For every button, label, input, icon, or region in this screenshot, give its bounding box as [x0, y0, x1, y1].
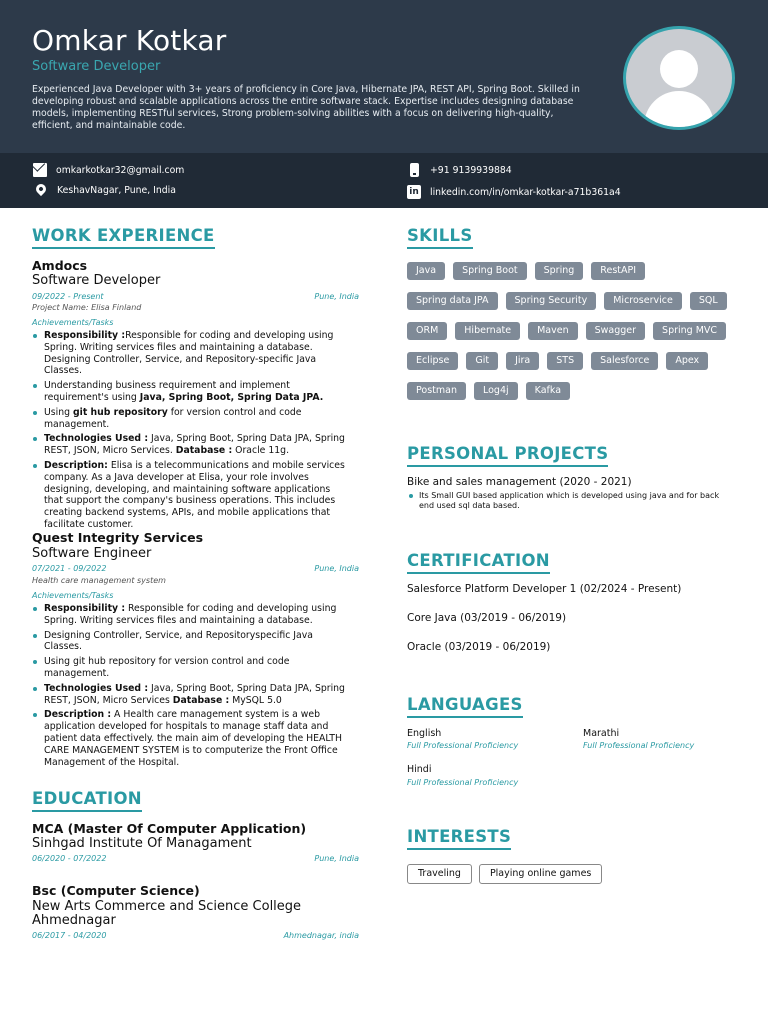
project-name: Project Name: Elisa Finland	[32, 303, 142, 312]
achievements-label: Achievements/Tasks	[32, 318, 114, 327]
skill-tag: Spring Security	[506, 292, 597, 310]
email-item[interactable]	[33, 163, 184, 177]
list-item: Using git hub repository for version control and code management.	[32, 656, 352, 680]
project-description: Its Small GUI based application which is developed using java and for back end used sql data based.	[407, 491, 727, 511]
company-name: Amdocs	[32, 258, 88, 273]
list-item: Technologies Used : Java, Spring Boot, Spring Data JPA, Spring REST, JSON, Micro Services. Database : Oracle 11g.	[32, 433, 352, 457]
skill-tag: Maven	[528, 322, 578, 340]
avatar	[623, 26, 735, 130]
institute: Sinhgad Institute Of Managament	[32, 836, 252, 851]
interests-list	[407, 864, 609, 884]
skill-tag: Spring Boot	[453, 262, 527, 280]
skill-tag: Microservice	[604, 292, 682, 310]
edu-location: Ahmednagar, india	[283, 931, 359, 940]
address-item	[36, 185, 176, 196]
section-title-projects: PERSONAL PROJECTS	[407, 444, 608, 467]
skill-tag: Jira	[506, 352, 539, 370]
edu-dates: 06/2020 - 07/2022	[32, 854, 107, 863]
phone-item[interactable]	[410, 163, 512, 177]
job-dates: 09/2022 - Present	[32, 292, 104, 301]
mail-icon	[33, 163, 47, 177]
language-level: Full Professional Proficiency	[407, 741, 519, 750]
linkedin-icon: in	[407, 185, 421, 199]
skill-tag: Hibernate	[455, 322, 520, 340]
address-text: KeshavNagar, Pune, India	[57, 185, 176, 196]
skill-tag: Postman	[407, 382, 466, 400]
language-name: Hindi	[407, 764, 432, 775]
list-item: Designing Controller, Service, and Repositoryspecific Java Classes.	[32, 630, 352, 654]
skill-tag: Eclipse	[407, 352, 458, 370]
full-name: Omkar Kotkar	[32, 24, 227, 57]
section-title-education: EDUCATION	[32, 789, 142, 812]
linkedin-text[interactable]: linkedin.com/in/omkar-kotkar-a71b361a4	[430, 186, 621, 198]
skill-tag: Java	[407, 262, 445, 280]
list-item: Understanding business requirement and implement requirement's using Java, Spring Boot, Spring Data JPA.	[32, 380, 352, 404]
skill-tag: Spring data JPA	[407, 292, 498, 310]
contact-bar	[0, 153, 768, 208]
job-location: Pune, India	[314, 564, 359, 573]
skill-tag: Swagger	[586, 322, 645, 340]
skill-tag: Git	[466, 352, 498, 370]
job-role: Software Developer	[32, 59, 161, 74]
section-title-work: WORK EXPERIENCE	[32, 226, 215, 249]
job-position: Software Engineer	[32, 546, 152, 561]
job-position: Software Developer	[32, 273, 161, 288]
list-item: Description : A Health care management system is a web application developed for hospitals to manage staff data and patient data effectively. the main aim of developing the HEALTH CARE MANAGEMENT SYSTEM is to computerize the Front Office Management of the Hospital.	[32, 709, 352, 768]
skill-tag: ORM	[407, 322, 447, 340]
certification-item: Core Java (03/2019 - 06/2019)	[407, 612, 567, 624]
language-name: English	[407, 728, 442, 739]
project-name: Health care management system	[32, 576, 166, 585]
section-title-certification: CERTIFICATION	[407, 551, 550, 574]
profile-summary: Experienced Java Developer with 3+ years of proficiency in Core Java, Hibernate JPA, REST API, Spring Boot. Skilled in developing robust and scalable applications across the entire software stack. Expertise includes designing database models, implementing RESTful services, Strong problem-solving abilities with a focus on delivering high-quality, efficient, and maintainable code.	[32, 84, 580, 131]
edu-dates: 06/2017 - 04/2020	[32, 931, 107, 940]
degree: Bsc (Computer Science)	[32, 883, 200, 898]
skill-tag: Apex	[666, 352, 708, 370]
skill-tag: SQL	[690, 292, 727, 310]
section-title-languages: LANGUAGES	[407, 695, 523, 718]
project-title: Bike and sales management (2020 - 2021)	[407, 476, 632, 488]
section-title-skills: SKILLS	[407, 226, 473, 249]
resume-header	[0, 0, 768, 153]
task-list	[32, 330, 352, 534]
location-pin-icon	[34, 182, 48, 196]
list-item: Using git hub repository for version control and code management.	[32, 407, 352, 431]
skill-tag: Spring MVC	[653, 322, 726, 340]
certification-item: Salesforce Platform Developer 1 (02/2024 - Present)	[407, 583, 682, 595]
job-dates: 07/2021 - 09/2022	[32, 564, 107, 573]
section-title-interests: INTERESTS	[407, 827, 511, 850]
linkedin-item[interactable]	[407, 185, 621, 199]
avatar-placeholder-icon	[660, 50, 698, 88]
degree: MCA (Master Of Computer Application)	[32, 821, 307, 836]
list-item: Responsibility : Responsible for coding and developing using Spring. Writing services files and maintaining a database.	[32, 603, 352, 627]
task-list	[32, 603, 352, 771]
skill-tag: RestAPI	[591, 262, 645, 280]
list-item: Technologies Used : Java, Spring Boot, Spring Data JPA, Spring REST, JSON, Micro Services Database : MySQL 5.0	[32, 683, 352, 707]
language-level: Full Professional Proficiency	[583, 741, 695, 750]
institute: New Arts Commerce and Science College Ahmednagar	[32, 899, 302, 928]
skill-tag: Log4j	[474, 382, 518, 400]
interest-tag: Traveling	[407, 864, 472, 884]
achievements-label: Achievements/Tasks	[32, 591, 114, 600]
language-name: Marathi	[583, 728, 620, 739]
interest-tag: Playing online games	[479, 864, 602, 884]
list-item: Description: Elisa is a telecommunications and mobile services company. As a Java developer at Elisa, your role involves designing, developing, and maintaining software applications that support the company's business operations. This includes creating backend systems, APIs, and mobile applications that facilitate customer.	[32, 460, 352, 531]
skill-tag: Spring	[535, 262, 584, 280]
email-text[interactable]: omkarkotkar32@gmail.com	[56, 164, 185, 176]
skill-tag: STS	[547, 352, 583, 370]
list-item: Responsibility :Responsible for coding and developing using Spring. Writing services files and maintaining a database. Designing Controller, Service, and Repository-specific Java Classes.	[32, 330, 352, 377]
skill-tag: Salesforce	[591, 352, 658, 370]
phone-text[interactable]: +91 9139939884	[430, 164, 512, 176]
company-name: Quest Integrity Services	[32, 530, 204, 545]
job-location: Pune, India	[314, 292, 359, 301]
language-level: Full Professional Proficiency	[407, 778, 519, 787]
phone-icon	[410, 163, 419, 177]
certification-item: Oracle (03/2019 - 06/2019)	[407, 641, 551, 653]
skill-tag: Kafka	[526, 382, 570, 400]
edu-location: Pune, India	[314, 854, 359, 863]
skills-list	[407, 262, 747, 412]
